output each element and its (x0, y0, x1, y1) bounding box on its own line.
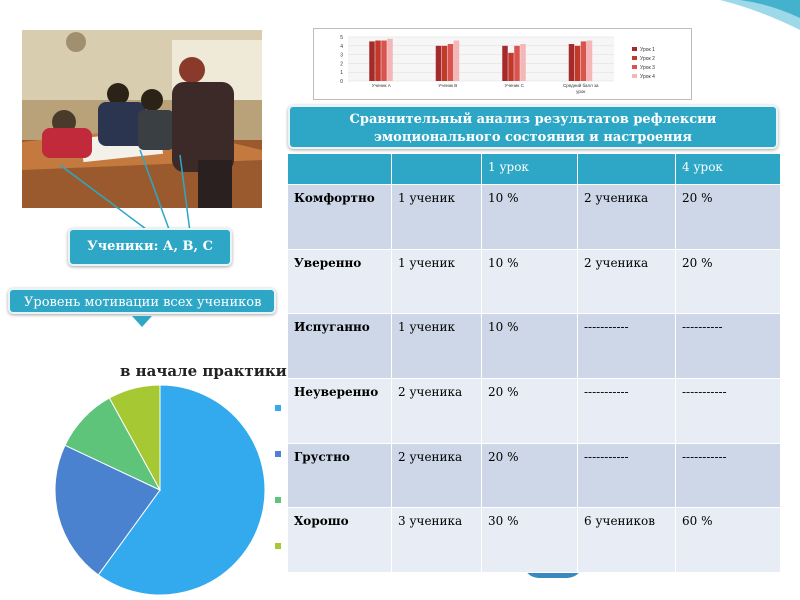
table-cell: 30 % (482, 508, 578, 573)
table-row (288, 443, 781, 508)
pie-legend-swatch (275, 451, 281, 457)
table-cell: 20 % (676, 249, 781, 314)
motivation-label: Уровень мотивации всех учеников (8, 288, 276, 314)
bar (508, 53, 514, 81)
bar (581, 41, 587, 81)
legend-label: Урок 3 (640, 65, 655, 71)
table-row-label: Грустно (288, 443, 392, 508)
table-row (288, 378, 781, 443)
table-row-label: Комфортно (288, 185, 392, 250)
motivation-arrow (132, 316, 152, 327)
table-cell: 1 ученик (392, 314, 482, 379)
table-cell: 1 ученик (392, 185, 482, 250)
y-tick-label: 0 (340, 79, 343, 85)
bar (502, 46, 508, 81)
x-tick-label: Ученик С (504, 83, 524, 88)
bar (520, 44, 526, 81)
callout-lines (0, 0, 300, 240)
bar (442, 46, 448, 81)
bar (587, 41, 593, 81)
legend-label: Урок 4 (640, 74, 655, 80)
bar (436, 46, 442, 81)
y-tick-label: 1 (340, 70, 343, 77)
legend-swatch (632, 56, 637, 60)
bar (369, 41, 375, 81)
y-tick-label: 5 (340, 35, 343, 41)
table-cell: 2 ученика (392, 378, 482, 443)
table-header-row (288, 154, 781, 185)
table-row-label: Испуганно (288, 314, 392, 379)
lesson-bar-chart (313, 28, 692, 100)
x-tick-label: Ученик А (371, 83, 391, 88)
table-cell: 2 ученика (578, 249, 676, 314)
table-cell: 1 ученик (392, 249, 482, 314)
table-cell: 6 учеников (578, 508, 676, 573)
table-cell: ----------- (676, 443, 781, 508)
table-cell: ----------- (578, 378, 676, 443)
legend-swatch (632, 65, 637, 69)
table-header-cell: 1 урок (482, 154, 578, 185)
y-tick-label: 4 (340, 43, 343, 50)
table-cell: 10 % (482, 314, 578, 379)
table-cell: 10 % (482, 185, 578, 250)
motivation-pie-chart (0, 380, 300, 600)
bar (454, 41, 460, 81)
table-row-label: Хорошо (288, 508, 392, 573)
table-cell: 10 % (482, 249, 578, 314)
bar (575, 46, 581, 81)
table-row (288, 508, 781, 573)
students-label: Ученики: А, В, С (68, 228, 232, 266)
table-header-cell (288, 154, 392, 185)
table-row-label: Неуверенно (288, 378, 392, 443)
table-cell: ----------- (578, 314, 676, 379)
table-header-cell (392, 154, 482, 185)
table-row (288, 185, 781, 250)
analysis-title: Сравнительный анализ результатов рефлексии эмоционального состояния и настроения (288, 105, 778, 149)
x-tick-label: Средний балл за (562, 83, 599, 88)
table-cell: 20 % (676, 185, 781, 250)
table-row-label: Уверенно (288, 249, 392, 314)
table-header-cell (578, 154, 676, 185)
table-cell: 2 ученика (392, 443, 482, 508)
pie-legend-swatch (275, 497, 281, 503)
table-cell: 3 ученика (392, 508, 482, 573)
table-cell: ----------- (676, 378, 781, 443)
table-cell: 20 % (482, 443, 578, 508)
bar (387, 39, 393, 81)
table-row (288, 249, 781, 314)
bar (381, 41, 387, 81)
bar (375, 41, 381, 81)
y-tick-label: 2 (340, 61, 343, 68)
table-cell: 20 % (482, 378, 578, 443)
table-header-cell: 4 урок (676, 154, 781, 185)
y-tick-label: 3 (340, 52, 343, 59)
pie-legend-swatch (275, 405, 281, 411)
bar (569, 44, 575, 81)
comparison-table (287, 153, 780, 573)
legend-label: Урок 1 (640, 47, 655, 53)
legend-label: Урок 2 (640, 56, 655, 62)
x-tick-label: урок (576, 89, 586, 94)
legend-swatch (632, 47, 637, 51)
table-cell: ---------- (676, 314, 781, 379)
bar (514, 46, 520, 81)
corner-decoration (720, 0, 800, 30)
legend-swatch (632, 74, 637, 78)
table-row (288, 314, 781, 379)
pie-legend-swatch (275, 543, 281, 549)
bar (448, 44, 454, 81)
table-cell: 60 % (676, 508, 781, 573)
x-tick-label: Ученик В (438, 83, 458, 88)
pie-title: в начале практики (120, 362, 287, 380)
table-cell: 2 ученика (578, 185, 676, 250)
table-cell: ----------- (578, 443, 676, 508)
